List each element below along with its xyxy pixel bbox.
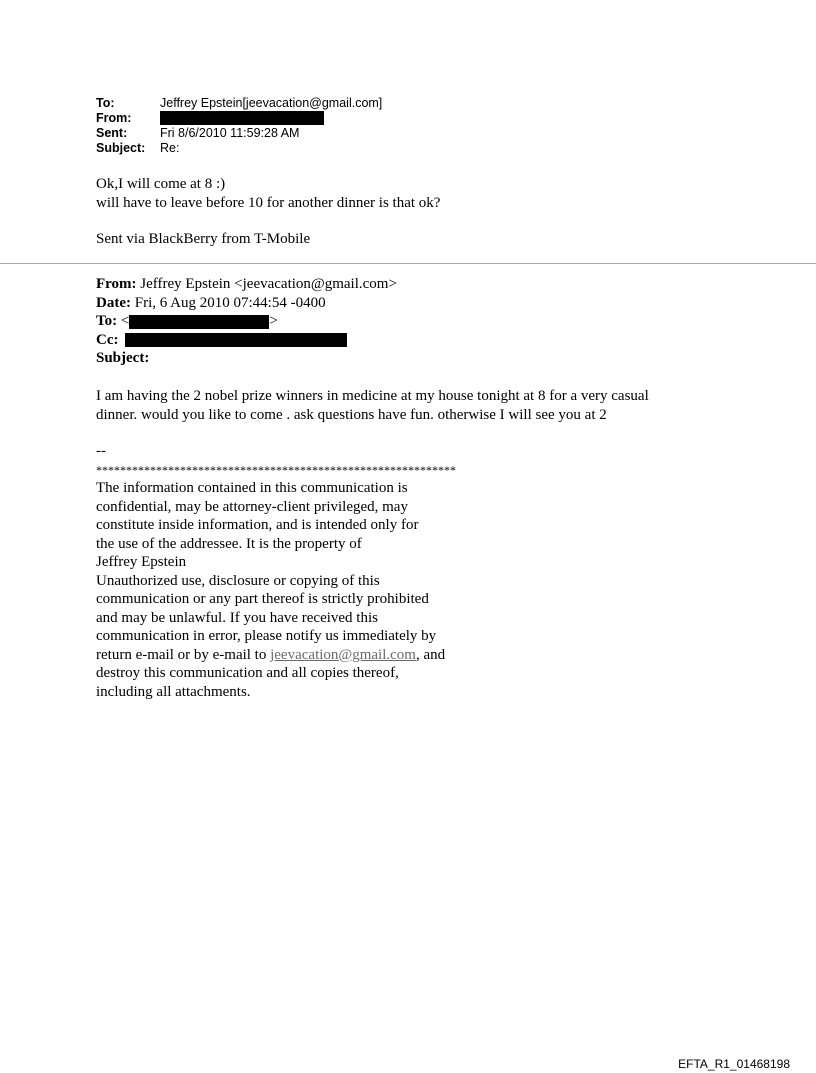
disclaimer-dash: -- xyxy=(96,443,106,459)
from-label: From: xyxy=(96,111,132,125)
disclaimer xyxy=(96,442,456,701)
redaction-bar xyxy=(160,111,324,125)
header-sent-row xyxy=(96,126,382,141)
separator-line xyxy=(0,263,816,264)
disclaimer-line-post: , and xyxy=(415,646,446,663)
header-subject-row xyxy=(96,141,382,156)
quoted-to-open: < xyxy=(117,313,130,329)
quoted-subject-row xyxy=(96,349,397,368)
reply-body xyxy=(96,175,440,249)
disclaimer-line: communication or any part thereof is strictly prohibited xyxy=(96,591,429,607)
sent-label: Sent: xyxy=(96,126,128,140)
quoted-cc-row xyxy=(96,331,397,350)
quoted-subject-label: Subject: xyxy=(96,350,150,366)
disclaimer-line: Jeffrey Epstein xyxy=(96,554,187,570)
disclaimer-line: including all attachments. xyxy=(96,683,251,700)
disclaimer-line: constitute inside information, and is intended only for xyxy=(96,517,419,533)
quoted-from-label: From: xyxy=(96,276,137,292)
sent-value: Fri 8/6/2010 11:59:28 AM xyxy=(160,126,300,140)
quoted-date-label: Date: xyxy=(96,294,131,311)
header-from-row xyxy=(96,111,382,126)
disclaimer-line: and may be unlawful. If you have received this xyxy=(96,609,378,626)
disclaimer-line: the use of the addressee. It is the property of xyxy=(96,535,362,552)
redaction-bar xyxy=(129,315,269,329)
quoted-to-close: > xyxy=(269,313,278,329)
quoted-date-value: Fri, 6 Aug 2010 07:44:54 -0400 xyxy=(130,294,326,311)
quoted-body xyxy=(96,387,649,424)
subject-label: Subject: xyxy=(96,141,146,155)
disclaimer-line: destroy this communication and all copies thereof, xyxy=(96,665,399,681)
disclaimer-line: communication in error, please notify us immediately by xyxy=(96,628,437,644)
quoted-from-row xyxy=(96,275,397,294)
subject-value: Re: xyxy=(160,141,180,155)
redaction-bar xyxy=(125,333,347,347)
reply-signature: Sent via BlackBerry from T-Mobile xyxy=(96,231,311,247)
disclaimer-line: Unauthorized use, disclosure or copying of this xyxy=(96,572,380,589)
reply-line: will have to leave before 10 for another dinner is that ok? xyxy=(96,194,441,211)
quoted-header xyxy=(96,275,397,368)
quoted-to-label: To: xyxy=(96,313,118,329)
quoted-body-line: I am having the 2 nobel prize winners in medicine at my house tonight at 8 for a very casual xyxy=(96,388,649,404)
disclaimer-line: confidential, may be attorney-client privileged, may xyxy=(96,498,408,515)
disclaimer-line-with-link xyxy=(96,646,456,665)
quoted-date-row xyxy=(96,294,397,313)
to-label: To: xyxy=(96,96,115,110)
to-value: Jeffrey Epstein[jeevacation@gmail.com] xyxy=(160,96,383,110)
email-header xyxy=(96,96,382,156)
quoted-body-line: dinner. would you like to come . ask questions have fun. otherwise I will see you at 2 xyxy=(96,406,607,423)
reply-line: Ok,I will come at 8 :) xyxy=(96,176,226,192)
email-link[interactable]: jeevacation@gmail.com xyxy=(270,646,416,663)
disclaimer-line-pre: return e-mail or by e-mail to xyxy=(96,646,271,663)
quoted-cc-label: Cc: xyxy=(96,331,119,348)
quoted-from-value: Jeffrey Epstein <jeevacation@gmail.com> xyxy=(136,276,397,292)
quoted-to-row xyxy=(96,312,397,331)
disclaimer-line: The information contained in this communication is xyxy=(96,480,408,496)
header-to-row xyxy=(96,96,382,111)
document-id: EFTA_R1_01468198 xyxy=(678,1057,790,1071)
disclaimer-stars: ************************************************************ xyxy=(96,462,456,477)
